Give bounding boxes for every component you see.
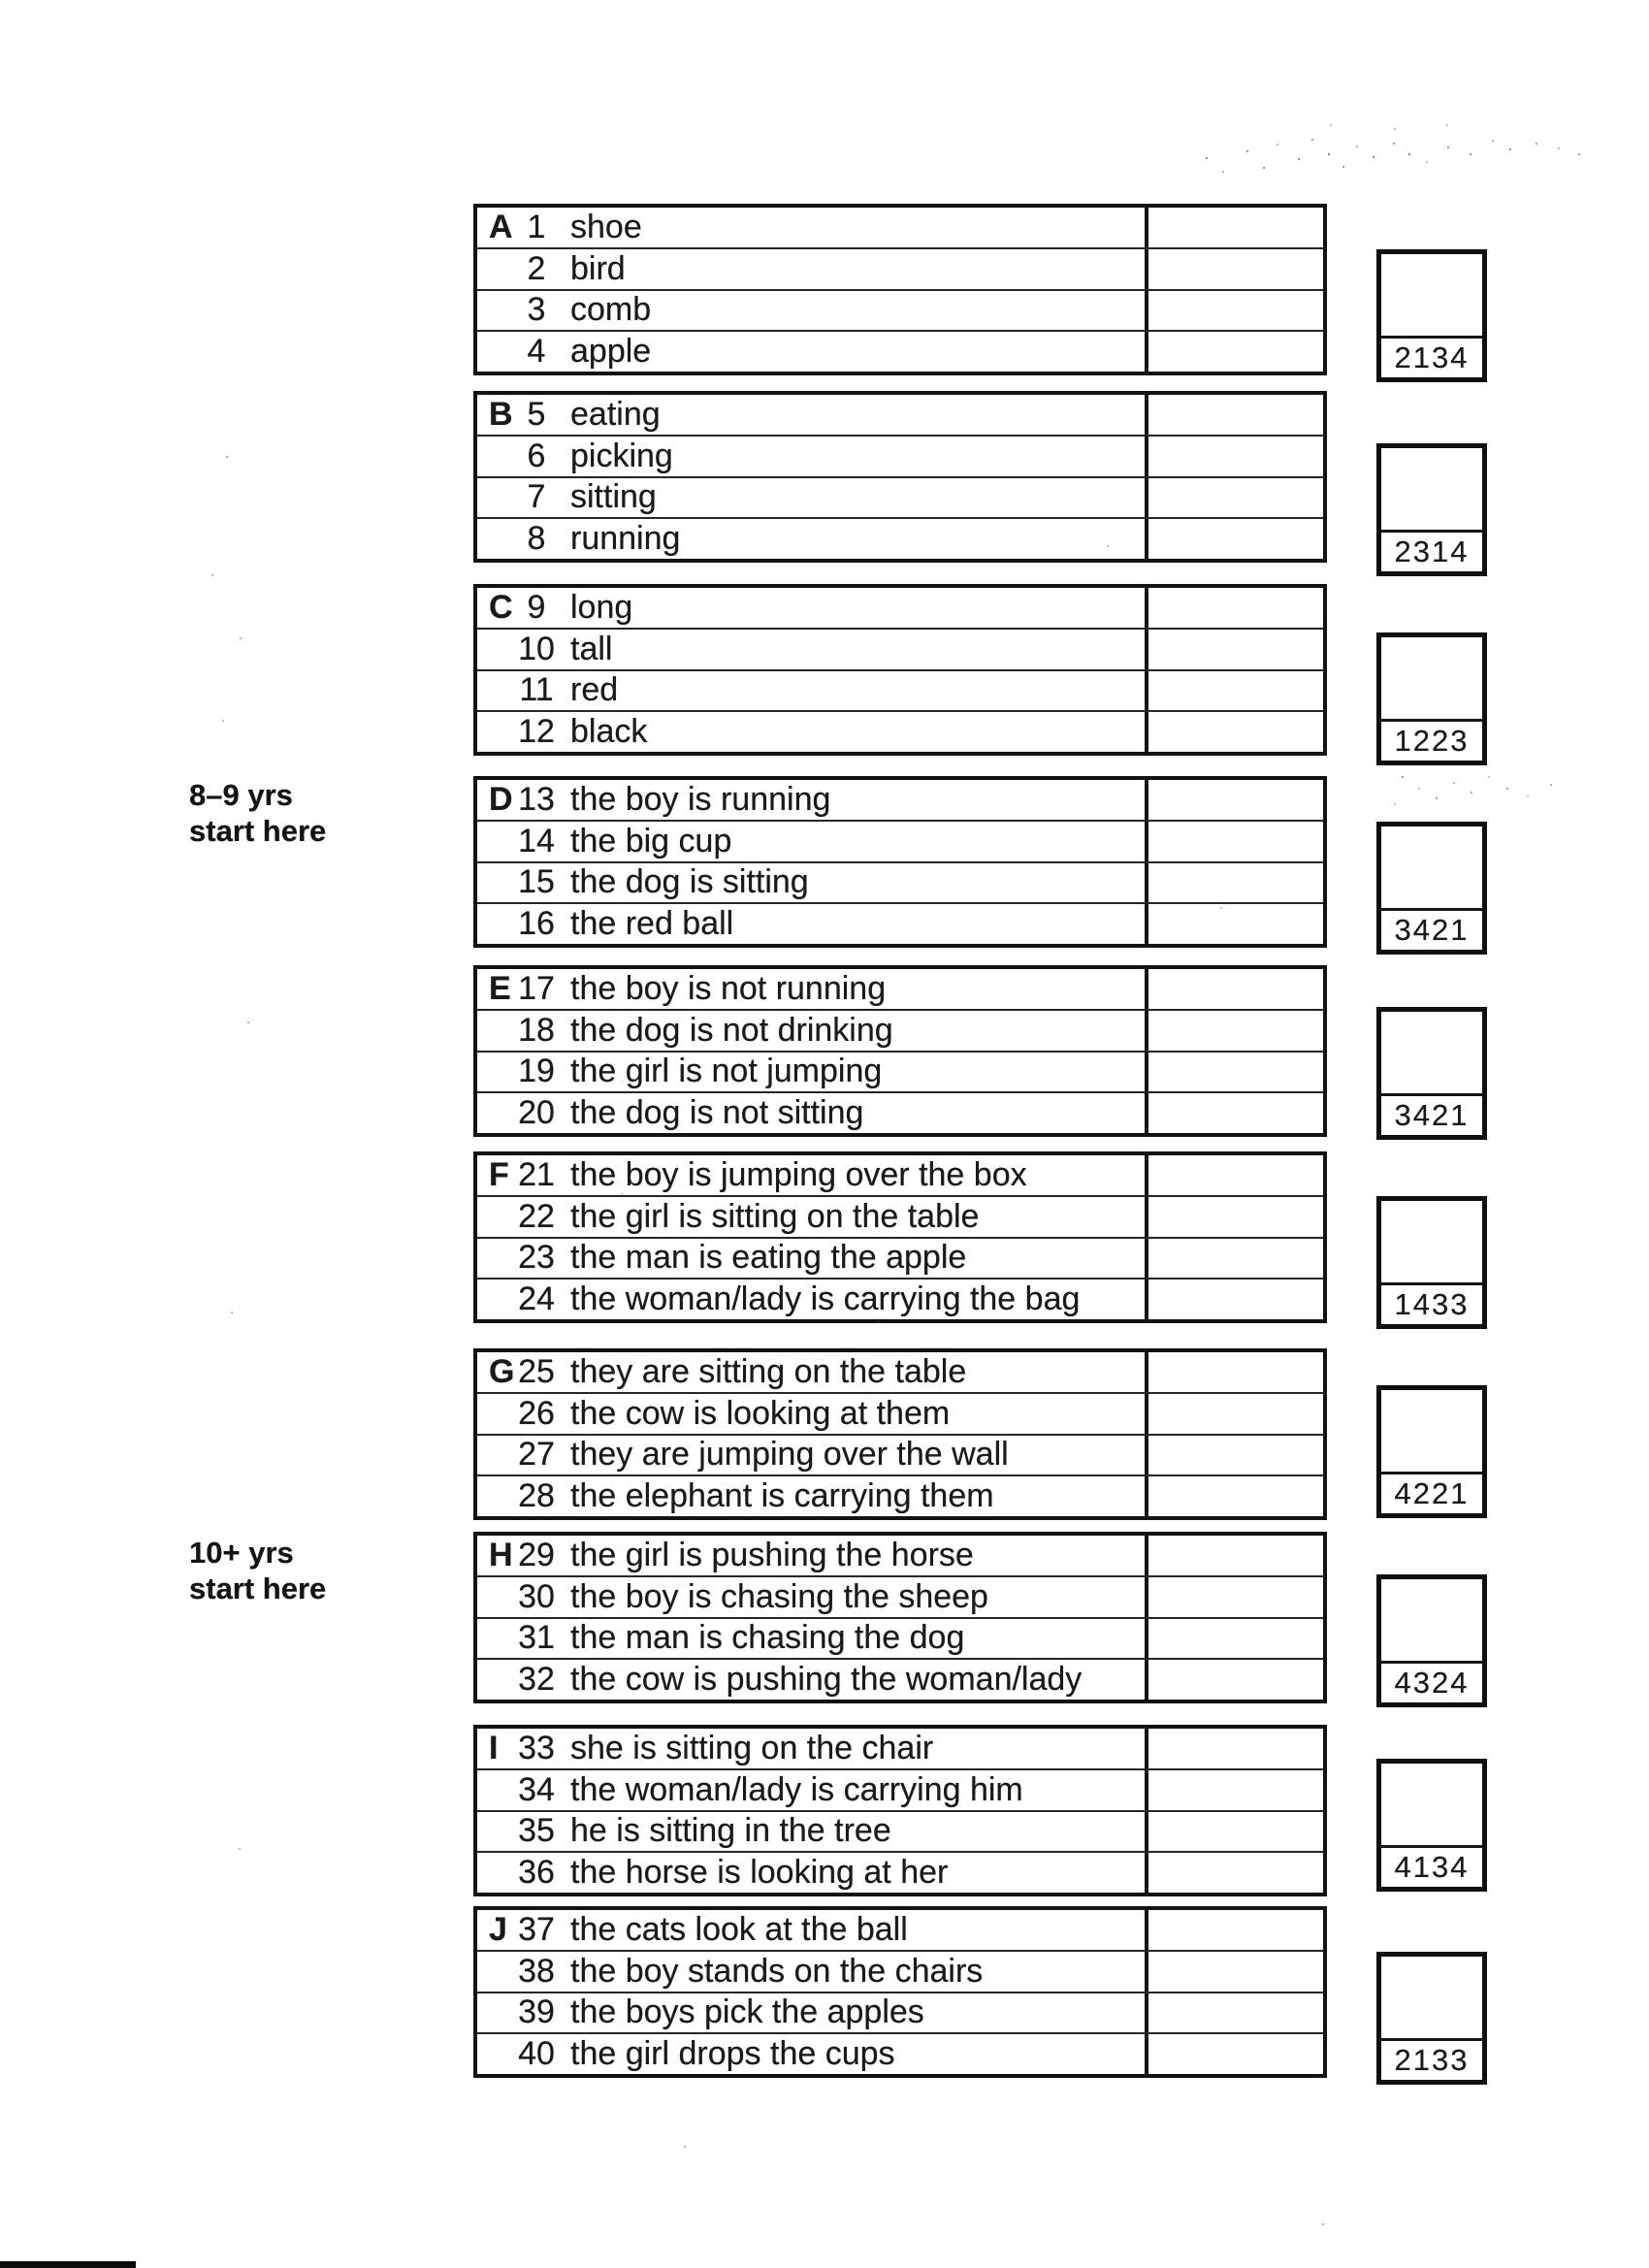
item-row: [477, 437, 1323, 478]
item-number: 5: [527, 395, 546, 433]
answer-key-code: 2133: [1381, 2038, 1482, 2080]
item-number: 27: [518, 1436, 555, 1474]
score-box-J: [1376, 1952, 1487, 2085]
item-number: 22: [518, 1197, 555, 1235]
answer-cell[interactable]: [1145, 1011, 1323, 1051]
item-number: 2: [527, 249, 546, 287]
answer-key-code: 3421: [1381, 1093, 1482, 1135]
item-number: 6: [527, 437, 546, 474]
item-text: the man is eating the apple: [570, 1239, 967, 1277]
age-label-instruction: start here: [189, 814, 327, 848]
score-box-F: [1376, 1196, 1487, 1329]
item-row: [477, 1812, 1323, 1854]
item-text: she is sitting on the chair: [570, 1729, 934, 1766]
answer-cell[interactable]: [1145, 478, 1323, 518]
section-letter: E: [489, 969, 511, 1007]
item-number: 13: [518, 780, 555, 818]
item-number: 34: [518, 1770, 555, 1808]
answer-cell[interactable]: [1145, 291, 1323, 331]
item-row: [477, 332, 1323, 372]
scan-noise: [0, 0, 2, 2]
item-row: [477, 1394, 1323, 1436]
answer-cell[interactable]: [1145, 1660, 1323, 1700]
item-text: the girl is not jumping: [570, 1053, 883, 1090]
answer-cell[interactable]: [1145, 249, 1323, 289]
item-row: [477, 1729, 1323, 1770]
section-letter: J: [489, 1910, 507, 1948]
section-C: [473, 584, 1327, 756]
item-row: [477, 1352, 1323, 1394]
item-text: the boy is not running: [570, 969, 887, 1007]
item-number: 4: [527, 333, 546, 371]
item-text: red: [570, 671, 619, 709]
item-text: the boys pick the apples: [570, 1993, 924, 2031]
age-label-10plus-yrs: [189, 1535, 432, 1606]
item-row: [477, 671, 1323, 713]
answer-cell[interactable]: [1145, 1619, 1323, 1659]
item-row: [477, 1197, 1323, 1239]
item-row: [477, 712, 1323, 752]
item-text: eating: [570, 395, 661, 433]
item-number: 21: [518, 1155, 555, 1193]
answer-cell[interactable]: [1145, 904, 1323, 944]
item-text: apple: [570, 333, 652, 371]
answer-cell[interactable]: [1145, 630, 1323, 669]
item-number: 23: [518, 1239, 555, 1277]
item-text: tall: [570, 630, 613, 667]
answer-key-code: 3421: [1381, 908, 1482, 950]
item-number: 9: [527, 588, 546, 626]
item-text: the horse is looking at her: [570, 1854, 949, 1892]
score-box-A: [1376, 249, 1487, 382]
section-letter: G: [489, 1352, 515, 1390]
score-box-H: [1376, 1574, 1487, 1707]
answer-cell[interactable]: [1145, 1280, 1323, 1319]
item-row: [477, 1910, 1323, 1952]
item-number: 8: [527, 520, 546, 558]
answer-cell[interactable]: [1145, 1853, 1323, 1893]
item-number: 24: [518, 1280, 555, 1318]
item-row: [477, 1619, 1323, 1661]
score-box-I: [1376, 1759, 1487, 1892]
answer-cell[interactable]: [1145, 1729, 1323, 1768]
section-B: [473, 391, 1327, 563]
section-I: [473, 1725, 1327, 1896]
item-row: [477, 249, 1323, 291]
answer-cell[interactable]: [1145, 1352, 1323, 1392]
answer-cell[interactable]: [1145, 1993, 1323, 2033]
section-H: [473, 1532, 1327, 1703]
score-box-G: [1376, 1385, 1487, 1518]
answer-cell[interactable]: [1145, 780, 1323, 820]
section-letter: B: [489, 395, 513, 433]
answer-key-code: 4324: [1381, 1661, 1482, 1702]
item-number: 30: [518, 1577, 555, 1615]
section-J: [473, 1906, 1327, 2078]
score-box-E: [1376, 1007, 1487, 1140]
item-row: [477, 2034, 1323, 2074]
item-row: [477, 1239, 1323, 1280]
item-row: [477, 208, 1323, 249]
item-text: the boy is running: [570, 780, 831, 818]
section-E: [473, 965, 1327, 1137]
item-row: [477, 478, 1323, 520]
item-number: 26: [518, 1394, 555, 1432]
item-number: 39: [518, 1993, 555, 2031]
answer-key-code: 1433: [1381, 1282, 1482, 1324]
answer-key-code: 4134: [1381, 1845, 1482, 1887]
score-entry-cell[interactable]: [1381, 1012, 1482, 1093]
item-text: the boy stands on the chairs: [570, 1952, 984, 1990]
item-text: the woman/lady is carrying him: [570, 1770, 1023, 1808]
item-number: 36: [518, 1854, 555, 1892]
item-number: 7: [527, 478, 546, 516]
item-row: [477, 1155, 1323, 1197]
item-text: the boy is chasing the sheep: [570, 1577, 988, 1615]
section-letter: D: [489, 780, 513, 818]
item-row: [477, 1011, 1323, 1053]
item-text: long: [570, 588, 633, 626]
age-label-instruction: start here: [189, 1571, 327, 1605]
scan-artifact-corner: [0, 2261, 136, 2268]
score-entry-cell[interactable]: [1381, 1579, 1482, 1661]
answer-cell[interactable]: [1145, 395, 1323, 435]
item-row: [477, 1280, 1323, 1319]
score-entry-cell[interactable]: [1381, 1957, 1482, 2038]
item-number: 10: [518, 630, 555, 667]
item-text: picking: [570, 437, 673, 474]
item-row: [477, 630, 1323, 671]
item-text: the man is chasing the dog: [570, 1619, 965, 1657]
answer-cell[interactable]: [1145, 437, 1323, 476]
item-text: they are sitting on the table: [570, 1352, 967, 1390]
section-letter: I: [489, 1729, 499, 1766]
item-number: 38: [518, 1952, 555, 1990]
answer-cell[interactable]: [1145, 208, 1323, 247]
score-entry-cell[interactable]: [1381, 1764, 1482, 1845]
item-text: the dog is not sitting: [570, 1094, 864, 1132]
item-row: [477, 1093, 1323, 1133]
answer-cell[interactable]: [1145, 1910, 1323, 1950]
item-text: running: [570, 520, 681, 558]
item-text: the red ball: [570, 905, 734, 943]
item-text: they are jumping over the wall: [570, 1436, 1009, 1474]
item-text: the cats look at the ball: [570, 1910, 908, 1948]
item-row: [477, 1853, 1323, 1893]
age-label-age: 8–9 yrs: [189, 778, 293, 812]
item-number: 18: [518, 1011, 555, 1049]
answer-cell[interactable]: [1145, 712, 1323, 752]
item-text: the dog is not drinking: [570, 1011, 893, 1049]
answer-key-code: 1223: [1381, 719, 1482, 761]
answer-cell[interactable]: [1145, 822, 1323, 861]
answer-cell[interactable]: [1145, 1239, 1323, 1279]
item-text: shoe: [570, 208, 642, 245]
item-row: [477, 1993, 1323, 2035]
item-row: [477, 588, 1323, 630]
answer-cell[interactable]: [1145, 588, 1323, 628]
item-number: 11: [519, 671, 554, 709]
item-number: 31: [518, 1619, 555, 1657]
item-text: the cow is looking at them: [570, 1394, 951, 1432]
section-F: [473, 1151, 1327, 1323]
item-text: the boy is jumping over the box: [570, 1155, 1027, 1193]
score-entry-cell[interactable]: [1381, 448, 1482, 530]
item-number: 35: [518, 1812, 555, 1850]
answer-cell[interactable]: [1145, 1053, 1323, 1092]
item-row: [477, 1436, 1323, 1477]
item-row: [477, 1053, 1323, 1094]
item-row: [477, 395, 1323, 437]
section-letter: C: [489, 588, 513, 626]
item-number: 1: [527, 208, 546, 245]
item-number: 15: [518, 863, 555, 901]
answer-cell[interactable]: [1145, 2034, 1323, 2074]
item-text: the girl drops the cups: [570, 2035, 895, 2073]
section-A: [473, 204, 1327, 375]
answer-cell[interactable]: [1145, 1394, 1323, 1434]
item-number: 3: [527, 291, 546, 329]
answer-cell[interactable]: [1145, 1536, 1323, 1575]
answer-cell[interactable]: [1145, 1952, 1323, 1992]
item-row: [477, 822, 1323, 863]
score-entry-cell[interactable]: [1381, 826, 1482, 908]
item-row: [477, 1577, 1323, 1619]
item-text: comb: [570, 291, 652, 329]
item-row: [477, 1476, 1323, 1516]
item-row: [477, 863, 1323, 905]
item-row: [477, 519, 1323, 559]
answer-cell[interactable]: [1145, 1812, 1323, 1852]
score-box-B: [1376, 443, 1487, 576]
item-number: 37: [518, 1910, 555, 1948]
item-row: [477, 291, 1323, 333]
item-text: he is sitting in the tree: [570, 1812, 891, 1850]
item-text: bird: [570, 249, 626, 287]
item-number: 29: [518, 1536, 555, 1573]
answer-cell[interactable]: [1145, 671, 1323, 711]
section-letter: H: [489, 1536, 513, 1573]
item-number: 20: [518, 1094, 555, 1132]
item-number: 19: [518, 1053, 555, 1090]
item-number: 25: [518, 1352, 555, 1390]
item-text: the woman/lady is carrying the bag: [570, 1280, 1081, 1318]
item-row: [477, 904, 1323, 944]
answer-key-code: 4221: [1381, 1472, 1482, 1513]
answer-cell[interactable]: [1145, 863, 1323, 903]
item-number: 28: [518, 1477, 555, 1515]
item-text: black: [570, 713, 648, 751]
answer-cell[interactable]: [1145, 1155, 1323, 1195]
item-row: [477, 1536, 1323, 1577]
item-number: 33: [518, 1729, 555, 1766]
score-entry-cell[interactable]: [1381, 1201, 1482, 1282]
item-row: [477, 1660, 1323, 1700]
section-D: [473, 776, 1327, 948]
score-box-C: [1376, 632, 1487, 765]
answer-cell[interactable]: [1145, 332, 1323, 372]
item-text: the elephant is carrying them: [570, 1477, 994, 1515]
score-box-D: [1376, 822, 1487, 955]
section-G: [473, 1348, 1327, 1520]
answer-cell[interactable]: [1145, 1577, 1323, 1617]
item-text: the dog is sitting: [570, 863, 809, 901]
answer-key-code: 2134: [1381, 336, 1482, 377]
item-number: 16: [518, 905, 555, 943]
item-row: [477, 969, 1323, 1011]
item-number: 12: [518, 713, 555, 751]
answer-cell[interactable]: [1145, 1197, 1323, 1237]
score-entry-cell[interactable]: [1381, 1390, 1482, 1472]
age-label-age: 10+ yrs: [189, 1536, 294, 1570]
item-row: [477, 1952, 1323, 1993]
item-number: 17: [518, 969, 555, 1007]
score-entry-cell[interactable]: [1381, 254, 1482, 336]
score-entry-cell[interactable]: [1381, 637, 1482, 719]
item-row: [477, 1770, 1323, 1812]
section-letter: A: [489, 208, 513, 245]
answer-cell[interactable]: [1145, 1093, 1323, 1133]
item-number: 32: [518, 1661, 555, 1699]
item-text: the cow is pushing the woman/lady: [570, 1661, 1083, 1699]
answer-cell[interactable]: [1145, 969, 1323, 1009]
answer-cell[interactable]: [1145, 519, 1323, 559]
answer-key-code: 2314: [1381, 530, 1482, 571]
item-number: 14: [518, 822, 555, 859]
item-text: the girl is sitting on the table: [570, 1197, 980, 1235]
item-text: the big cup: [570, 822, 732, 859]
answer-cell[interactable]: [1145, 1436, 1323, 1475]
age-label-8-9-yrs: [189, 777, 432, 849]
item-row: [477, 780, 1323, 822]
item-text: the girl is pushing the horse: [570, 1536, 974, 1573]
answer-cell[interactable]: [1145, 1476, 1323, 1516]
answer-cell[interactable]: [1145, 1770, 1323, 1810]
section-letter: F: [489, 1155, 509, 1193]
item-text: sitting: [570, 478, 657, 516]
item-number: 40: [518, 2035, 555, 2073]
